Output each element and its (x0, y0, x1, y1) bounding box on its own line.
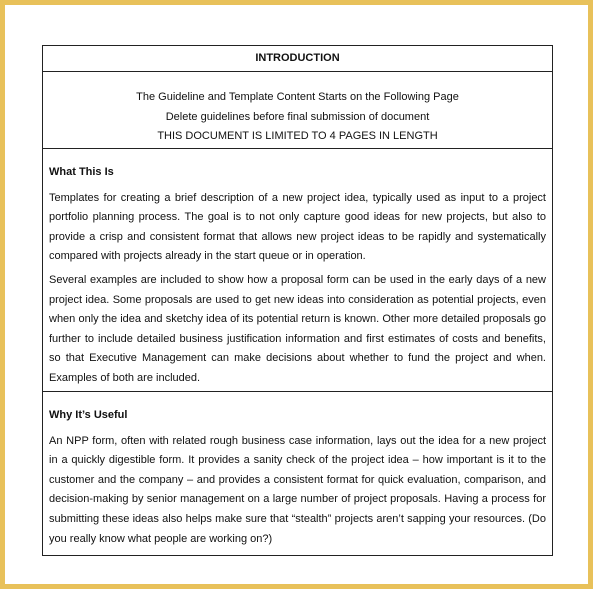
section-why-its-useful (43, 392, 552, 549)
document-title: INTRODUCTION (43, 46, 552, 72)
notice-line: THIS DOCUMENT IS LIMITED TO 4 PAGES IN LENGTH (157, 130, 438, 142)
section-what-this-is (43, 149, 552, 392)
paragraph: An NPP form, often with related rough business case information, lays out the idea for a new project in a quickly digestible form. It provides a sanity check of the project idea – how important is it to the customer and the company – and provides a consistent format for quick evaluation, comparison, and decision-making by senior management on a large number of project proposals. Having a process for submitting these ideas also helps make sure that “stealth” projects aren’t sapping your resources. (Do you really know what people are working on?) (49, 434, 546, 545)
notice-block (43, 72, 552, 149)
section-heading: What This Is (49, 166, 114, 178)
document-table (42, 45, 553, 556)
notice-line: The Guideline and Template Content Starts on the Following Page (136, 91, 459, 103)
paragraph: Several examples are included to show how a proposal form can be used in the early days of a new project idea. Some proposals are used to get new ideas into consideration as potential projects, even when only the idea and sketchy idea of its potential return is known. Other more detailed proposals go further to include detailed business justification information and first estimates of costs and benefits, so that Executive Management can make decisions about whether to fund the project and when. Examples of both are included. (49, 273, 546, 384)
paragraph: Templates for creating a brief description of a new project idea, typically used as input to a project portfolio planning process. The goal is to not only capture good ideas for new projects, but also to provide a crisp and consistent format that allows new project ideas to be rapidly and systematically compared with projects already in the start queue or in operation. (49, 191, 546, 263)
notice-line: Delete guidelines before final submission of document (165, 110, 430, 123)
section-heading: Why It’s Useful (49, 409, 128, 421)
